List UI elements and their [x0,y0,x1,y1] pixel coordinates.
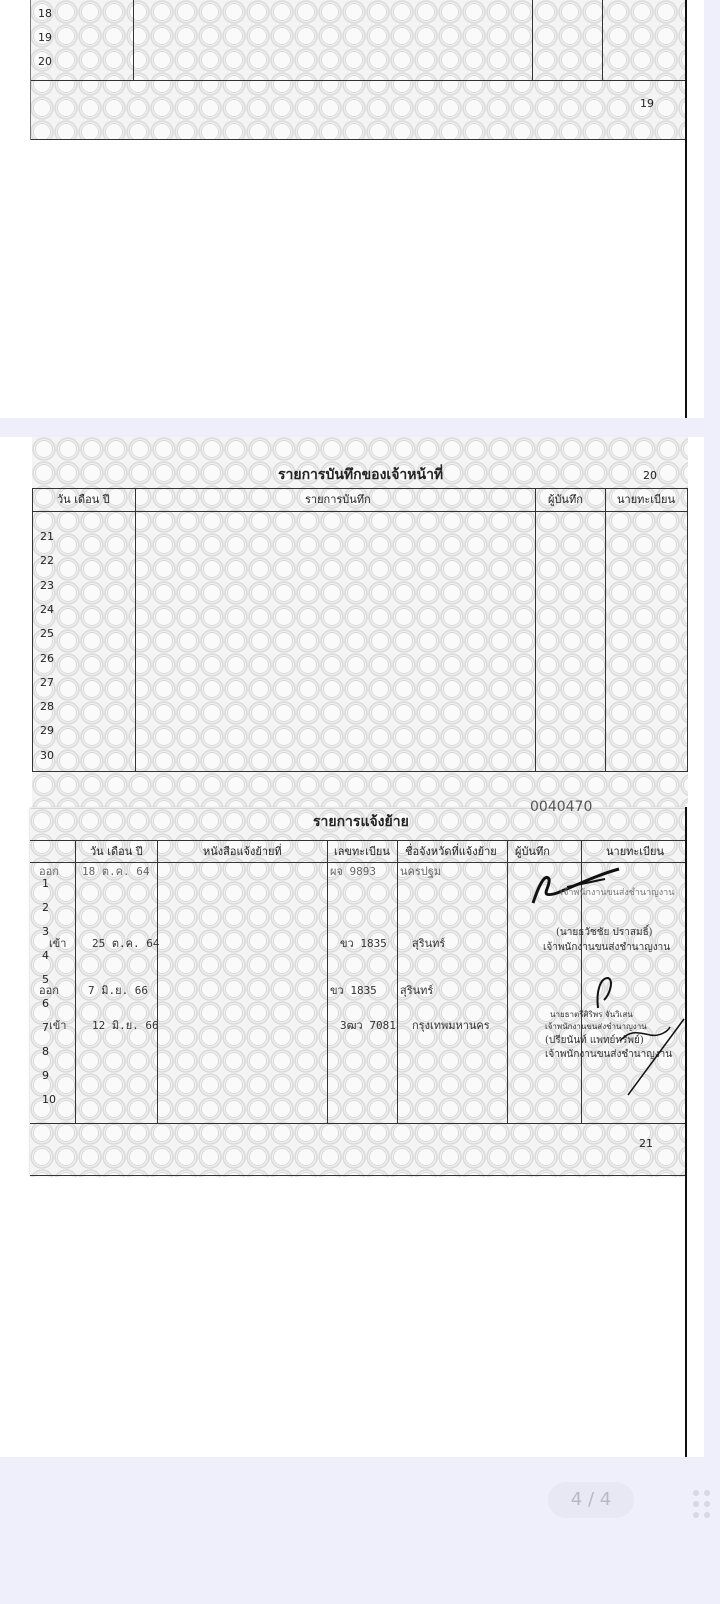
page-number: 19 [640,97,654,110]
row-number: 22 [40,554,54,567]
entry-date: 18 ต.ค. 64 [82,865,150,878]
column-header-notice-no: หนังสือแจ้งย้ายที่ [203,845,282,858]
signature-1 [527,865,627,907]
column-header-date: วัน เดือน ปี [57,493,110,506]
row-number: 18 [38,7,52,20]
entry-reg-no: ขว 1835 [330,984,377,997]
stamp-name: (นายธวัชชัย ปราสมธิ์) [556,927,653,938]
row-number: 28 [40,700,54,713]
entry-direction: เข้า [49,937,67,950]
page-number: 20 [643,469,657,482]
stamp-name: (ปรียนันท์ แพทย์ทรัพย์) [545,1035,644,1046]
row-number: 10 [42,1093,56,1106]
stamp-name: นายธาตรีศิริพร จันวิเสน [550,1010,633,1019]
page-title: รายการบันทึกของเจ้าหน้าที่ [278,467,444,483]
page-19-form-area [30,0,685,140]
drag-handle-icon[interactable] [693,1490,715,1524]
page-indicator: 4 / 4 [548,1482,634,1518]
row-number: 5 [42,973,49,986]
row-number: 3 [42,925,49,938]
row-number: 20 [38,55,52,68]
row-number: 9 [42,1069,49,1082]
row-number: 4 [42,949,49,962]
column-header-registrar: นายทะเบียน [606,845,665,858]
stamp-role: เจ้าพนักงานขนส่งชำนาญงาน [545,1049,673,1060]
page-title: รายการแจ้งย้าย [313,814,409,830]
column-header-registrar: นายทะเบียน [617,493,676,506]
entry-date: 25 ต.ค. 64 [92,937,160,950]
row-number: 24 [40,603,54,616]
row-number: 27 [40,676,54,689]
row-number: 29 [40,724,54,737]
row-number: 6 [42,997,49,1010]
column-header-entry: รายการบันทึก [305,493,371,506]
row-number: 30 [40,749,54,762]
entry-reg-no: ผจ 9893 [330,865,377,878]
entry-province: สุรินทร์ [412,937,446,950]
entry-province: กรุงเทพมหานคร [412,1019,490,1032]
entry-reg-no: 3ฒว 7081 [340,1019,396,1032]
column-header-date: วัน เดือน ปี [90,845,143,858]
column-header-recorder: ผู้บันทึก [548,493,583,506]
entry-direction: เข้า [49,1019,67,1032]
column-header-province: ชื่อจังหวัดที่แจ้งย้าย [405,845,497,858]
row-number: 25 [40,627,54,640]
row-number: 1 [42,877,49,890]
entry-province: นครปฐม [400,865,442,878]
entry-direction: ออก [39,984,59,997]
row-number: 21 [40,530,54,543]
page-number: 21 [639,1137,653,1150]
stamp-role: เจ้าพนักงานขนส่งชำนาญงาน [543,942,671,953]
document-page-20-21 [0,437,704,1457]
row-number: 26 [40,652,54,665]
document-page-19 [0,0,704,418]
stamp-role: เจ้าพนักงานขนส่งชำนาญงาน [545,1022,647,1031]
entry-date: 12 มิ.ย. 66 [92,1019,159,1032]
row-number: 19 [38,31,52,44]
entry-direction: ออก [39,865,59,878]
entry-province: สุรินทร์ [400,984,434,997]
entry-reg-no: ขว 1835 [340,937,387,950]
row-number: 2 [42,901,49,914]
column-header-recorder: ผู้บันทึก [515,845,550,858]
row-number: 23 [40,579,54,592]
column-header-reg-no: เลขทะเบียน [334,845,390,858]
row-number: 8 [42,1045,49,1058]
signature-3 [600,1005,690,1105]
entry-date: 7 มิ.ย. 66 [88,984,149,997]
stamp-role: เจ้าพนักงานขนส่งชำนาญงาน [560,888,675,898]
serial-number: 0040470 [530,799,593,815]
row-number: 7 [42,1021,49,1034]
